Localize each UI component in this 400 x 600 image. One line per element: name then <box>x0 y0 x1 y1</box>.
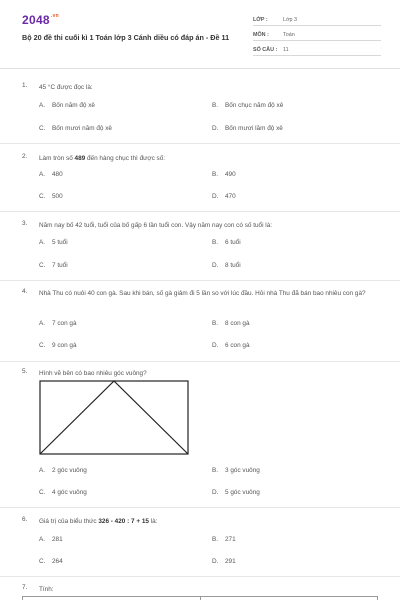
q5-option-a[interactable]: A. 2 góc vuông <box>39 467 87 474</box>
meta-question-count: SỐ CÂU : 11 <box>253 45 381 56</box>
exam-title: Bộ 20 đề thi cuối kì 1 Toán lớp 3 Cánh diều có đáp án - Đề 11 <box>22 33 230 42</box>
q5-option-b[interactable]: B. 3 góc vuông <box>212 467 260 474</box>
q5-option-c[interactable]: C. 4 góc vuông <box>39 489 87 496</box>
meta-grade: LỚP : Lớp 3 <box>253 15 381 26</box>
separator <box>0 507 400 508</box>
meta-subject: MÔN : Toán <box>253 30 381 41</box>
separator <box>0 211 400 212</box>
q6-option-c[interactable]: C. 264 <box>39 558 63 565</box>
q6-option-a[interactable]: A. 281 <box>39 536 63 543</box>
q3-option-c[interactable]: C. 7 tuổi <box>39 262 68 269</box>
exam-page: $2048^{.vn}$ Bộ 20 đề thi cuối kì 1 Toán lớp 3 Cánh diều có đáp án - Đề 11 LỚP : Lớp 3 MÔN : Toán SỐ CÂU : 11 1. 45 °C được đọc là: A. Bốn năm độ xê B. Bốn chục năm độ xê C. Bốn mươi năm độ xê D. Bốn mươi lăm độ xê 2. Làm tròn số 489 đến hàng chục thì được số: A. 480 B. 490 C. 500 D. 470 3. Năm nay bố 42 tuổi, tuổi của bố gấp 6 lần tuổi con. Vậy năm nay con có số tuổi là: A. 5 tuổi B. 6 tuổi C. 7 tuổi D. 8 tuổi 4. Nhà Thu có nuôi 40 con gà. Sau khi bán, số gà giảm đi 5 lần so với lúc đầu. Hỏi nhà Thu đã bán bao nhiêu con gà? A. 7 con gà B. 8 con gà C. 9 con gà D. 6 con gà 5. Hình vẽ bên có bao nhiêu góc vuông? A. 2 góc vuông B. 3 góc vuông C. 4 góc vuông D. 5 góc vuông 6. Giá trị của biểu thức 326 - 420 : 7 + 15 là: A. 281 B. 271 C. 264 D. 291 7. Tính: <box>0 0 400 600</box>
q1-option-d[interactable]: D. Bốn mươi lăm độ xê <box>212 125 283 132</box>
separator <box>0 280 400 281</box>
q2-option-a[interactable]: A. 480 <box>39 171 63 178</box>
q6-option-b[interactable]: B. 271 <box>212 536 236 543</box>
q6-option-d[interactable]: D. 291 <box>212 558 236 565</box>
q2-option-b[interactable]: B. 490 <box>212 171 236 178</box>
q3-option-d[interactable]: D. 8 tuổi <box>212 262 241 269</box>
q4-option-d[interactable]: D. 6 con gà <box>212 342 250 349</box>
q3-option-a[interactable]: A. 5 tuổi <box>39 239 68 246</box>
q1-option-b[interactable]: B. Bốn chục năm độ xê <box>212 102 284 109</box>
q1-option-c[interactable]: C. Bốn mươi năm độ xê <box>39 125 112 132</box>
q3-option-b[interactable]: B. 6 tuổi <box>212 239 241 246</box>
site-logo[interactable]: $2048^{.vn}$ <box>22 13 60 27</box>
right-angle-figure <box>39 380 189 455</box>
header-divider <box>0 68 400 69</box>
calculation-table <box>22 596 378 600</box>
q4-option-c[interactable]: C. 9 con gà <box>39 342 77 349</box>
q5-option-d[interactable]: D. 5 góc vuông <box>212 489 260 496</box>
separator <box>0 143 400 144</box>
separator <box>0 576 400 577</box>
q2-option-c[interactable]: C. 500 <box>39 193 63 200</box>
q1-option-a[interactable]: A. Bốn năm độ xê <box>39 102 95 109</box>
q2-option-d[interactable]: D. 470 <box>212 193 236 200</box>
separator <box>0 361 400 362</box>
q4-option-a[interactable]: A. 7 con gà <box>39 320 77 327</box>
q4-option-b[interactable]: B. 8 con gà <box>212 320 250 327</box>
